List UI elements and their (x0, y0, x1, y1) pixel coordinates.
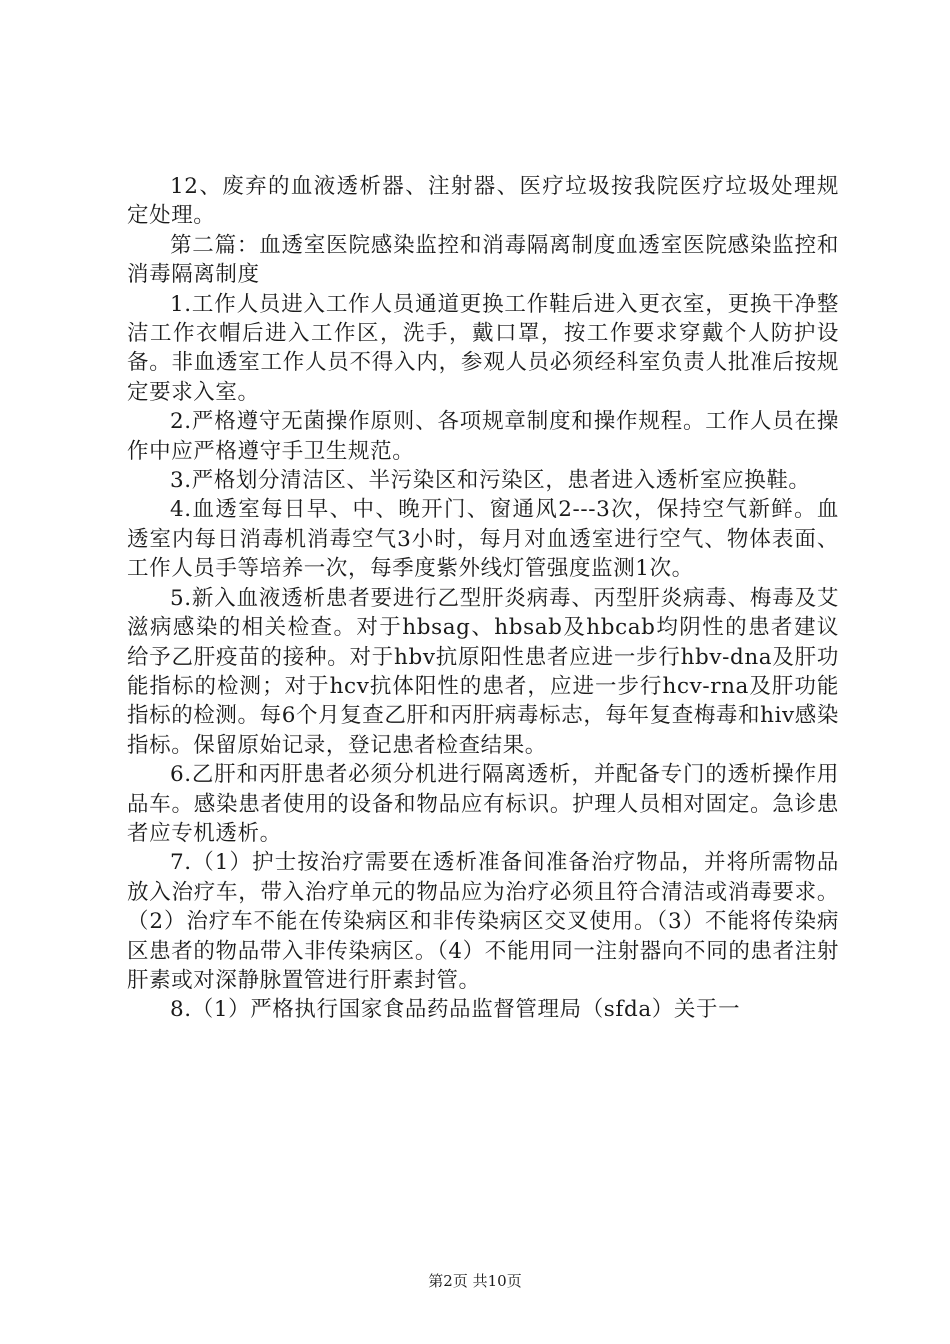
paragraph: 12、废弃的血液透析器、注射器、医疗垃圾按我院医疗垃圾处理规定处理。 (127, 174, 839, 229)
paragraph: 7.（1）护士按治疗需要在透析准备间准备治疗物品，并将所需物品放入治疗车，带入治疗单元的物品应为治疗必须且符合清洁或消毒要求。（2）治疗车不能在传染病区和非传染病区交叉使用。（3）不能将传染病区患者的物品带入非传染病区。（4）不能用同一注射器向不同的患者注射肝素或对深静脉置管进行肝素封管。 (127, 850, 839, 993)
paragraph: 8.（1）严格执行国家食品药品监督管理局（sfda）关于一 (170, 997, 741, 1023)
paragraph: 5.新入血液透析患者要进行乙型肝炎病毒、丙型肝炎病毒、梅毒及艾滋病感染的相关检查。对于hbsag、hbsab及hbcab均阴性的患者建议给予乙肝疫苗的接种。对于hbv抗原阳性患者应进一步行hbv-dna及肝功能指标的检测；对于hcv抗体阳性的患者，应进一步行hcv-rna及肝功能指标的检测。每6个月复查乙肝和丙肝病毒标志，每年复查梅毒和hiv感染指标。保留原始记录，登记患者检查结果。 (127, 585, 839, 758)
paragraph: 第二篇：血透室医院感染监控和消毒隔离制度血透室医院感染监控和消毒隔离制度 (127, 232, 839, 288)
paragraph: 2.严格遵守无菌操作原则、各项规章制度和操作规程。工作人员在操作中应严格遵守手卫生规范。 (127, 409, 839, 464)
paragraph: 3.严格划分清洁区、半污染区和污染区，患者进入透析室应换鞋。 (170, 468, 811, 494)
document-body (127, 172, 839, 1025)
paragraph: 1.工作人员进入工作人员通道更换工作鞋后进入更衣室，更换干净整洁工作衣帽后进入工作区，洗手，戴口罩，按工作要求穿戴个人防护设备。非血透室工作人员不得入内，参观人员必须经科室负责人批准后按规定要求入室。 (127, 291, 839, 405)
paragraph: 4.血透室每日早、中、晚开门、窗通风2---3次，保持空气新鲜。血透室内每日消毒机消毒空气3小时，每月对血透室进行空气、物体表面、工作人员手等培养一次，每季度紫外线灯管强度监测1次。 (127, 497, 839, 582)
page-number: 第2页 共10页 (428, 1272, 522, 1290)
paragraph: 6.乙肝和丙肝患者必须分机进行隔离透析，并配备专门的透析操作用品车。感染患者使用的设备和物品应有标识。护理人员相对固定。急诊患者应专机透析。 (127, 762, 839, 846)
